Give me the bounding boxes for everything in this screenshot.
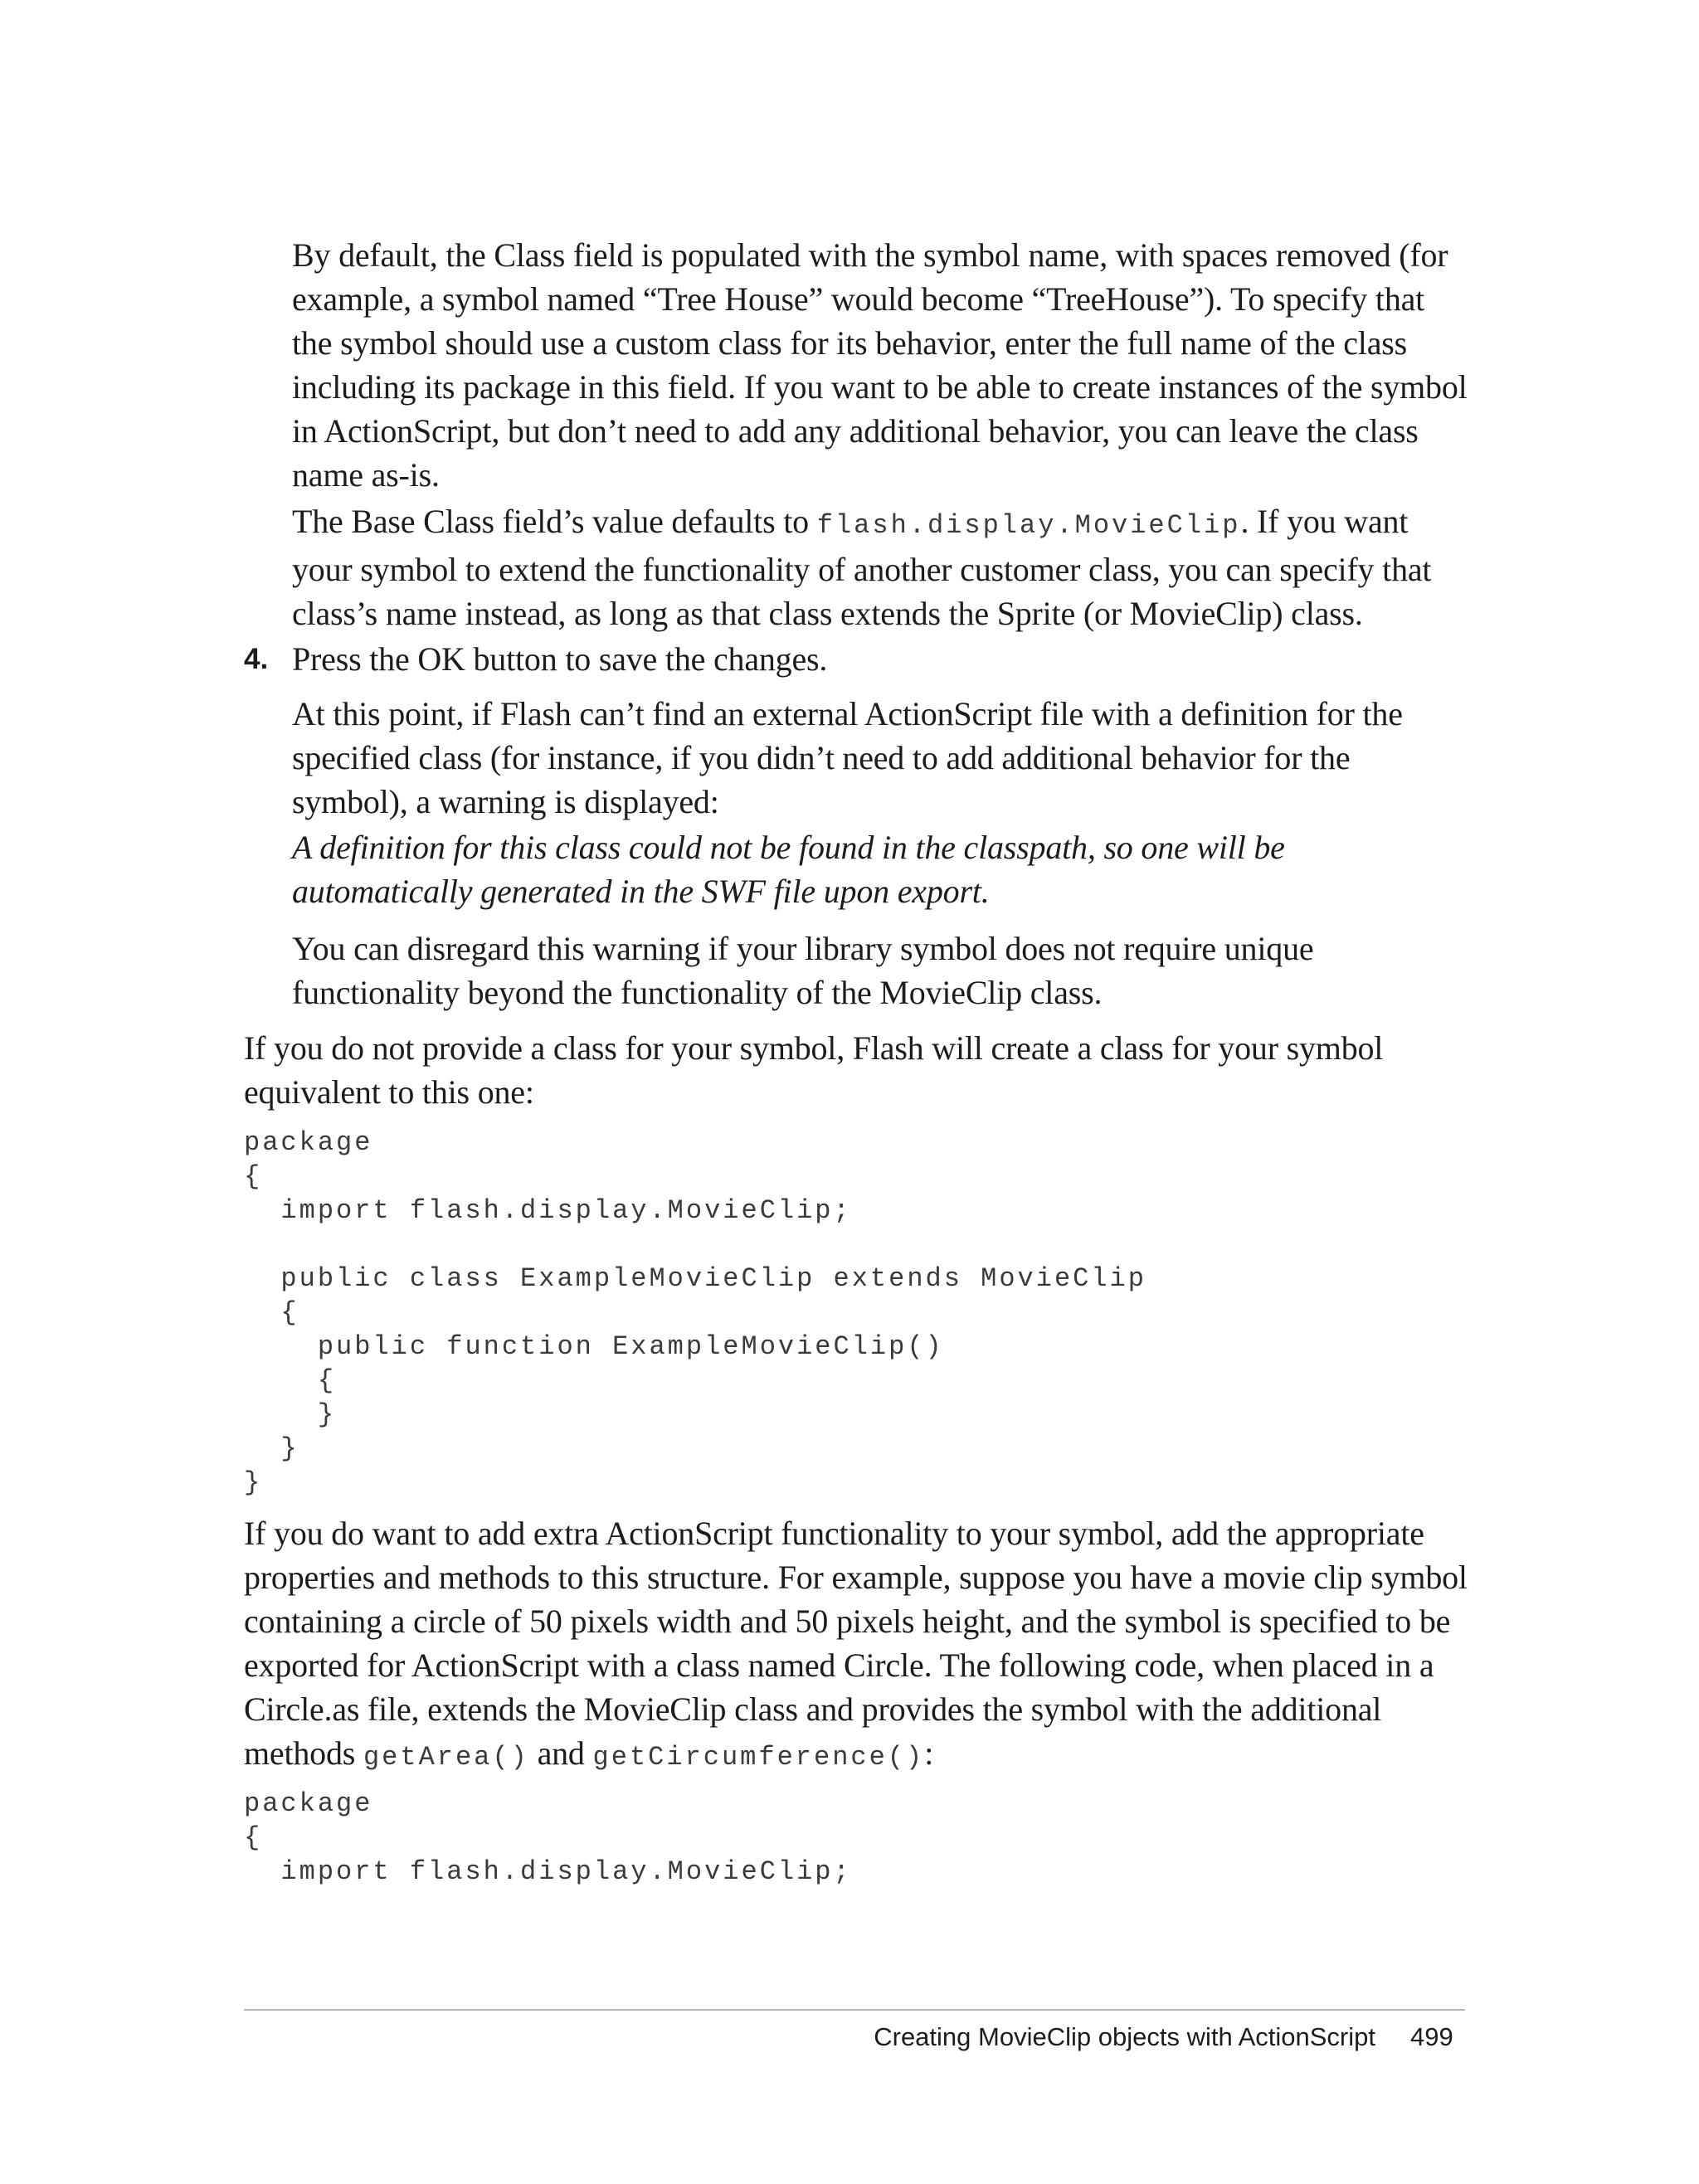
- code-line: {: [244, 1365, 337, 1396]
- paragraph-warning-intro: [292, 692, 1470, 824]
- extra-text-before: If you do want to add extra ActionScript functionality to your symbol, add the appropriate properties and methods to this structure. For example, suppose you have a movie clip symbol containing a circle of 50 pixels width and 50 pixels height, and the symbol is specified to be exported for ActionScript with a class named Circle. The following code, when placed in a Circle.as file, extends the MovieClip class and provides the symbol with the additional methods: [244, 1515, 1468, 1772]
- code-line: package: [244, 1788, 373, 1819]
- no-class-text: If you do not provide a class for your symbol, Flash will create a class for your symbol equivalent to this one:: [244, 1029, 1384, 1111]
- base-class-inline-code: flash.display.MovieClip: [816, 510, 1241, 541]
- code-line: package: [244, 1127, 373, 1158]
- step-text-content: Press the OK button to save the changes.: [292, 640, 828, 678]
- warning-message: [292, 825, 1470, 913]
- paragraph-base-class: [292, 499, 1470, 635]
- extra-text-after: :: [924, 1734, 934, 1772]
- code-line: [244, 1228, 1146, 1262]
- disregard-text: You can disregard this warning if your library symbol does not require unique functionality beyond the functionality of the MovieClip class.: [292, 930, 1314, 1011]
- footer-divider: [244, 2009, 1465, 2011]
- base-class-text-after: . If you want your symbol to extend the functionality of another customer class, you can specify that class’s name instead, as long as that class extends the Sprite (or MovieClip) class.: [292, 503, 1432, 632]
- code-block-circle: [244, 1787, 852, 1889]
- inline-code-getcircumference: getCircumference(): [592, 1742, 925, 1773]
- code-line: }: [244, 1399, 337, 1430]
- code-line: }: [244, 1467, 263, 1498]
- code-line: {: [244, 1822, 263, 1853]
- extra-text-mid: and: [528, 1734, 593, 1772]
- code-line: import flash.display.MovieClip;: [244, 1856, 852, 1887]
- paragraph-extra-functionality: [244, 1511, 1472, 1779]
- code-line: public function ExampleMovieClip(): [244, 1331, 944, 1362]
- code-line: }: [244, 1433, 299, 1464]
- footer-page-number: 499: [1410, 2022, 1453, 2051]
- code-block-example-movieclip: [244, 1126, 1146, 1500]
- warning-intro-text: At this point, if Flash can’t find an external ActionScript file with a definition for the specified class (for instance, if you didn’t need to add additional behavior for the symbol), a warning is displayed:: [292, 695, 1403, 820]
- footer-chapter-title: Creating MovieClip objects with ActionScript: [874, 2022, 1375, 2051]
- step-text: [292, 637, 1470, 681]
- paragraph-no-class: [244, 1026, 1472, 1114]
- step-number: 4.: [244, 643, 269, 675]
- paragraph-disregard: [292, 927, 1470, 1014]
- warning-message-text: A definition for this class could not be found in the classpath, so one will be automatically generated in the SWF file upon export.: [292, 829, 1285, 910]
- class-field-text: By default, the Class field is populated with the symbol name, with spaces removed (for example, a symbol named “Tree House” would become “TreeHouse”). To specify that the symbol should use a custom class for its behavior, enter the full name of the class including its package in this field. If you want to be able to create instances of the symbol in ActionScript, but don’t need to add any additional behavior, you can leave the class name as-is.: [292, 236, 1468, 494]
- base-class-text-before: The Base Class field’s value defaults to: [292, 503, 817, 540]
- code-line: {: [244, 1161, 263, 1192]
- paragraph-class-field: [292, 233, 1470, 497]
- inline-code-getarea: getArea(): [363, 1742, 529, 1773]
- code-line: import flash.display.MovieClip;: [244, 1195, 852, 1226]
- code-line: {: [244, 1297, 299, 1328]
- code-line: public class ExampleMovieClip extends MovieClip: [244, 1263, 1146, 1294]
